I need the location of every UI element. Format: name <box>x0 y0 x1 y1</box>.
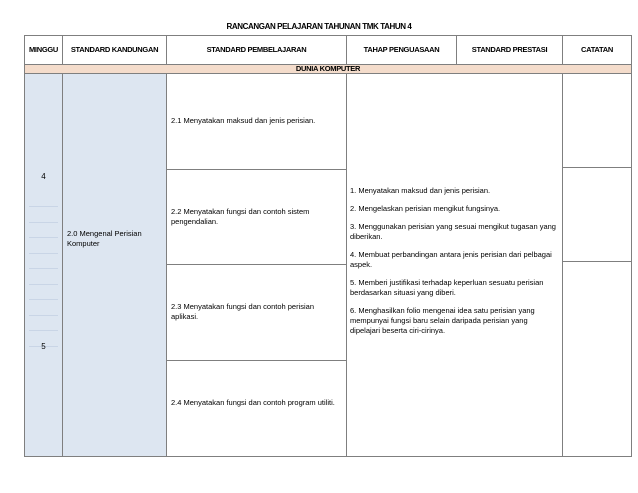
standard-pembelajaran-cell <box>167 73 347 169</box>
standard-pembelajaran-cell <box>167 265 347 361</box>
header-catatan: CATATAN <box>563 36 632 65</box>
week-cell <box>25 73 63 456</box>
header-tahap-penguasaan: TAHAP PENGUASAAN <box>347 36 457 65</box>
tahap-5: 5. Memberi justifikasi terhadap keperluan sesuatu perisian berdasarkan situasi yang diberi. <box>350 277 544 297</box>
catatan-cell <box>563 73 632 456</box>
standard-pembelajaran-1: 2.1 Menyatakan maksud dan jenis perisian. <box>171 115 316 125</box>
standard-pembelajaran-4: 2.4 Menyatakan fungsi dan contoh program utiliti. <box>171 398 335 408</box>
tahap-1: 1. Menyatakan maksud dan jenis perisian. <box>350 185 491 195</box>
standard-pembelajaran-cell <box>167 361 347 457</box>
tahap-3: 3. Menggunakan perisian yang sesuai mengikut tugasan yang diberikan. <box>350 221 556 241</box>
domain-label: DUNIA KOMPUTER <box>25 64 632 73</box>
standard-pembelajaran-3: 2.3 Menyatakan fungsi dan contoh perisian aplikasi. <box>171 302 315 322</box>
header-row <box>25 36 632 65</box>
standard-pembelajaran-2: 2.2 Menyatakan fungsi dan contoh sistem pengendalian. <box>171 206 310 226</box>
header-minggu: MINGGU <box>25 36 63 65</box>
week-start: 4 <box>41 171 46 181</box>
standard-kandungan-text: 2.0 Mengenal Perisian Komputer <box>67 228 142 248</box>
tahap-2: 2. Mengelaskan perisian mengikut fungsinya. <box>350 203 501 213</box>
table-row <box>25 73 632 169</box>
header-standard-prestasi: STANDARD PRESTASI <box>457 36 563 65</box>
page-title: RANCANGAN PELAJARAN TAHUNAN TMK TAHUN 4 <box>226 22 412 31</box>
tahap-penguasaan-cell <box>347 73 563 456</box>
standard-pembelajaran-cell <box>167 169 347 265</box>
standard-kandungan-cell <box>63 73 167 456</box>
header-standard-pembelajaran: STANDARD PEMBELAJARAN <box>167 36 347 65</box>
week-grid-lines <box>29 192 58 347</box>
week-end: 5 <box>41 341 46 351</box>
tahap-6: 6. Menghasilkan folio mengenai idea satu perisian yang mempunyai fungsi baru selain daripada perisian yang dipelajari beserta ciri-cirinya. <box>350 305 535 335</box>
domain-row <box>25 64 632 73</box>
header-standard-kandungan: STANDARD KANDUNGAN <box>63 36 167 65</box>
lesson-plan-table <box>24 35 632 457</box>
tahap-4: 4. Membuat perbandingan antara jenis perisian dari pelbagai aspek. <box>350 249 552 269</box>
